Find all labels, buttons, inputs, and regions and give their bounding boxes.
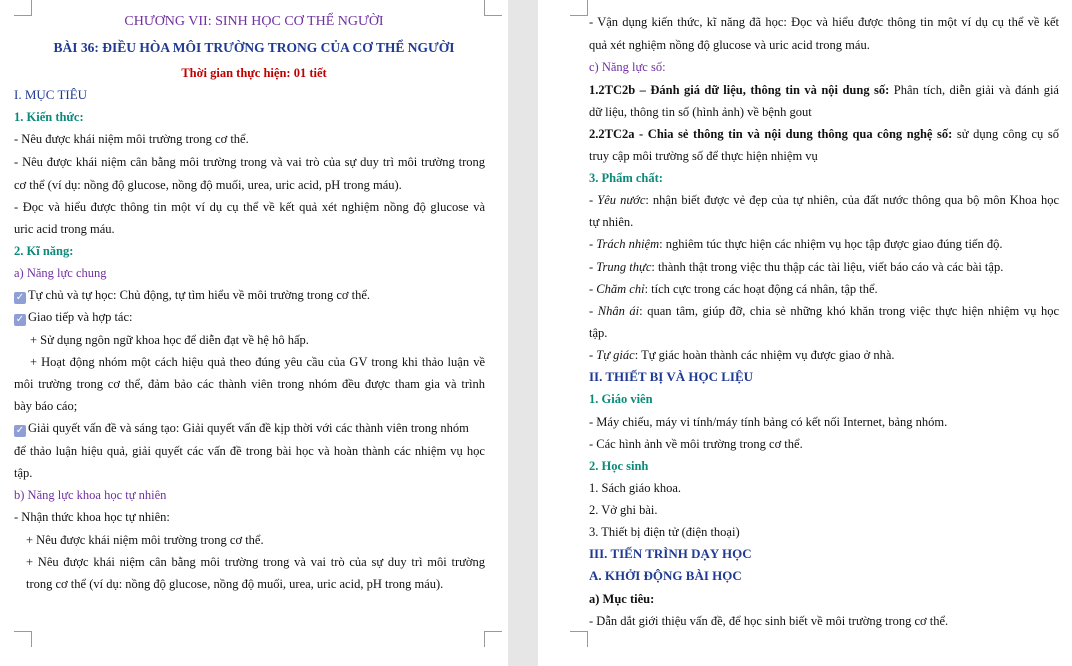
quality-honesty: - Trung thực: thành thật trong việc thu thập các tài liệu, viết báo cáo và các bài tập.	[589, 260, 1004, 274]
quality-patriotism-line-1: - Yêu nước: nhận biết được vẻ đẹp của tự nhiên, của đất nước thông qua bộ môn Khoa học	[589, 193, 1060, 207]
checkbox-icon: ✓	[15, 425, 25, 436]
teacher-item-1: - Máy chiếu, máy vi tính/máy tính bảng có kết nối Internet, bảng nhóm.	[589, 415, 948, 429]
science-intro: - Nhận thức khoa học tự nhiên:	[14, 510, 170, 524]
problem-solving-line-2: để thảo luận hiệu quả, giải quyết các vấn đề trong bài học và hoàn thành các nhiệm vụ học	[14, 444, 485, 458]
digital-item-1-line-2: dữ liệu, thông tin số (hình ảnh) về bệnh gout	[589, 105, 812, 119]
knowledge-item-2-line-2: cơ thể (ví dụ: nồng độ glucose, nồng độ muối, urea, uric acid, pH trong máu).	[14, 178, 402, 192]
document-page-right	[538, 0, 1072, 666]
general-item-self-learning: ✓ Tự chủ và tự học: Chủ động, tự tìm hiểu về môi trường trong cơ thể.	[15, 288, 371, 303]
heading-natural-science-competence: b) Năng lực khoa học tự nhiên	[14, 488, 167, 502]
student-item-3: 3. Thiết bị điện tử (điện thoại)	[589, 525, 740, 539]
communication-sub-2-line-1: + Hoạt động nhóm một cách hiệu quả theo đúng yêu cầu của GV trong khi thảo luận về	[30, 355, 485, 369]
heading-equipment: II. THIẾT BỊ VÀ HỌC LIỆU	[589, 369, 754, 384]
checkbox-icon: ✓	[15, 292, 25, 303]
corner-mark	[570, 0, 588, 16]
corner-mark	[484, 631, 502, 647]
corner-mark	[570, 631, 588, 647]
quality-diligence: - Chăm chỉ: tích cực trong các hoạt động cá nhân, tập thể.	[589, 282, 878, 296]
digital-item-1-line-1: 1.2TC2b – Đánh giá dữ liệu, thông tin và nội dung số: Phân tích, diễn giải và đánh giá	[589, 83, 1059, 97]
heading-general-competence: a) Năng lực chung	[14, 266, 107, 280]
quality-responsibility: - Trách nhiệm: nghiêm túc thực hiện các nhiệm vụ học tập được giao đúng tiến độ.	[589, 237, 1003, 251]
science-item-2-line-2: trong cơ thể (ví dụ: nồng độ glucose, nồng độ muối, urea, uric acid, pH trong máu).	[26, 577, 444, 591]
science-item-2-line-1: + Nêu được khái niệm cân bằng môi trường trong và vai trò của sự duy trì môi trường	[26, 555, 485, 569]
knowledge-item-3-line-1: - Đọc và hiểu được thông tin một ví dụ cụ thể về kết quả xét nghiệm nồng độ glucose và	[14, 200, 485, 214]
heading-digital-competence: c) Năng lực số:	[589, 60, 666, 74]
general-item-communication: ✓ Giao tiếp và hợp tác:	[15, 310, 133, 325]
knowledge-item-2-line-1: - Nêu được khái niệm cân bằng môi trường trong và vai trò của sự duy trì môi trường trong	[14, 155, 485, 169]
aim-item-1: - Dẫn dắt giới thiệu vấn đề, để học sinh biết về môi trường trong cơ thể.	[589, 614, 949, 628]
student-item-1: 1. Sách giáo khoa.	[589, 481, 681, 495]
apply-knowledge-line-2: quả xét nghiệm nồng độ glucose và uric acid trong máu.	[589, 38, 870, 52]
digital-item-2-line-1: 2.2TC2a - Chia sẻ thông tin và nội dung thông qua công nghệ số: sử dụng công cụ số	[589, 127, 1059, 141]
knowledge-item-1: - Nêu được khái niệm môi trường trong cơ thể.	[14, 132, 249, 146]
knowledge-item-3-line-2: uric acid trong máu.	[14, 222, 115, 236]
heading-qualities: 3. Phẩm chất:	[589, 171, 663, 185]
heading-teacher: 1. Giáo viên	[589, 392, 653, 406]
communication-sub-2-line-3: bày báo cáo;	[14, 399, 78, 413]
communication-sub-2-line-2: môi trường trong cơ thể, đảm bảo các thành viên trong nhóm đều được tham gia và trình	[14, 377, 485, 391]
lesson-duration: Thời gian thực hiện: 01 tiết	[181, 66, 327, 80]
student-item-2: 2. Vở ghi bài.	[589, 503, 658, 517]
communication-sub-1: + Sử dụng ngôn ngữ khoa học để diễn đạt về hệ hô hấp.	[30, 333, 309, 347]
quality-kindness-line-1: - Nhân ái: quan tâm, giúp đỡ, chia sẻ những khó khăn trong việc thực hiện nhiệm vụ học	[589, 304, 1059, 318]
heading-warm-up: A. KHỞI ĐỘNG BÀI HỌC	[589, 568, 742, 583]
heading-teaching-process: III. TIẾN TRÌNH DẠY HỌC	[589, 546, 752, 561]
general-item-problem-solving: ✓ Giải quyết vấn đề và sáng tạo: Giải quyết vấn đề kịp thời với các thành viên trong nhóm	[15, 421, 469, 436]
document-page-left	[0, 0, 508, 666]
heading-objectives: I. MỤC TIÊU	[14, 87, 88, 102]
heading-aim: a) Mục tiêu:	[589, 592, 655, 606]
corner-mark	[14, 631, 32, 647]
quality-patriotism-line-2: tự nhiên.	[589, 215, 634, 229]
heading-knowledge: 1. Kiến thức:	[14, 110, 84, 124]
chapter-title: CHƯƠNG VII: SINH HỌC CƠ THỂ NGƯỜI	[124, 14, 384, 29]
heading-student: 2. Học sinh	[589, 459, 649, 473]
lesson-title: BÀI 36: ĐIỀU HÒA MÔI TRƯỜNG TRONG CỦA CƠ THỂ NGƯỜI	[53, 40, 455, 55]
quality-kindness-line-2: tập.	[589, 326, 608, 340]
problem-solving-line-3: tập.	[14, 466, 33, 480]
apply-knowledge-line-1: - Vận dụng kiến thức, kĩ năng đã học: Đọc và hiểu được thông tin một ví dụ cụ thể về kết	[589, 15, 1059, 29]
heading-skills: 2. Kĩ năng:	[14, 244, 74, 258]
digital-item-2-line-2: truy cập môi trường số để thực hiện nhiệm vụ	[589, 149, 818, 163]
quality-self-discipline: - Tự giác: Tự giác hoàn thành các nhiệm vụ được giao ở nhà.	[589, 348, 895, 362]
checkbox-icon: ✓	[15, 314, 25, 325]
science-item-1: + Nêu được khái niệm môi trường trong cơ thể.	[26, 533, 264, 547]
teacher-item-2: - Các hình ảnh về môi trường trong cơ thể.	[589, 437, 803, 451]
